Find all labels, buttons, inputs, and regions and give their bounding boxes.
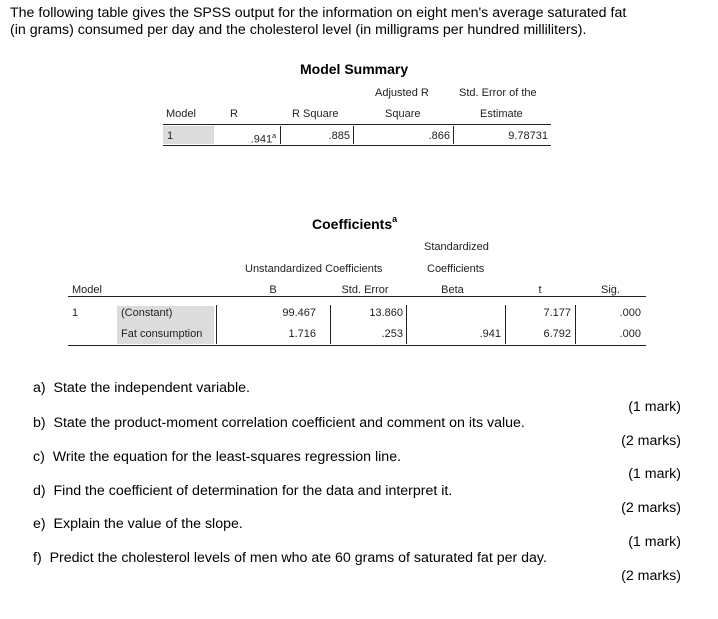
- coefficients-title: Coefficients$^a$: [312, 214, 398, 232]
- ms-row-model: 1: [167, 130, 174, 142]
- intro-line-1: The following table gives the SPSS output for the information on eight men's average saturated fat: [10, 5, 627, 21]
- ms-header-rule: [163, 124, 551, 125]
- coef-divider: [505, 305, 506, 344]
- coef-divider: [330, 305, 331, 344]
- coef-row-std-error: .253: [381, 328, 403, 340]
- coef-model-number: 1: [72, 307, 79, 319]
- coef-row-std-error: 13.860: [369, 307, 403, 319]
- coef-header-standardized-line1: Standardized: [424, 241, 489, 253]
- coef-row-t: 7.177: [543, 307, 571, 319]
- intro-line-2: (in grams) consumed per day and the cholesterol level (in milligrams per hundred milliliters).: [10, 22, 587, 38]
- ms-divider: [453, 126, 454, 144]
- ms-header-adj-r-square-line1: Adjusted R: [375, 87, 429, 99]
- coef-header-model: Model: [72, 284, 102, 296]
- coef-header-std-error: Std. Error: [341, 284, 389, 296]
- question-d: d) Find the coefficient of determination for the data and interpret it.: [33, 483, 453, 499]
- ms-divider: [353, 126, 354, 144]
- ms-row-r: .941$^a$: [250, 133, 276, 146]
- question-c: c) Write the equation for the least-squares regression line.: [33, 449, 402, 465]
- coef-row-t: 6.792: [543, 328, 571, 340]
- ms-header-adj-r-square-line2: Square: [385, 108, 421, 120]
- question-e: e) Explain the value of the slope.: [33, 516, 243, 532]
- coef-divider: [216, 305, 217, 344]
- coef-divider: [575, 305, 576, 344]
- coef-header-beta: Beta: [441, 284, 464, 296]
- marks-a: (1 mark): [628, 399, 681, 415]
- coef-row-beta: .941: [479, 328, 501, 340]
- ms-header-r: R: [230, 108, 238, 120]
- coef-header-t: t: [538, 284, 542, 296]
- coef-row-label: Fat consumption: [121, 328, 203, 340]
- ms-divider: [280, 126, 281, 144]
- coef-divider: [406, 305, 407, 344]
- ms-header-std-error-line2: Estimate: [480, 108, 523, 120]
- intro-paragraph: [10, 5, 710, 39]
- coef-header-standardized-line2: Coefficients: [427, 263, 485, 275]
- coef-row-b: 99.467: [282, 307, 316, 319]
- coef-header-sig: Sig.: [601, 284, 620, 296]
- ms-row-r-square: .885: [328, 130, 350, 142]
- coef-row-sig: .000: [619, 328, 641, 340]
- model-summary-title: Model Summary: [300, 61, 409, 77]
- marks-f: (2 marks): [621, 568, 681, 584]
- marks-b: (2 marks): [621, 433, 681, 449]
- question-a: a) State the independent variable.: [33, 380, 250, 396]
- question-b: b) State the product-moment correlation coefficient and comment on its value.: [33, 415, 525, 431]
- coef-row-b: 1.716: [288, 328, 316, 340]
- ms-row-std-error: 9.78731: [508, 130, 548, 142]
- coef-header-b: B: [269, 284, 277, 296]
- coef-bottom-rule: [68, 345, 646, 346]
- coef-row-label: (Constant): [121, 307, 173, 319]
- marks-e: (1 mark): [628, 534, 681, 550]
- coef-header-rule: [68, 296, 646, 297]
- marks-d: (2 marks): [621, 500, 681, 516]
- ms-header-r-square: R Square: [292, 108, 339, 120]
- coef-row-sig: .000: [619, 307, 641, 319]
- ms-header-model: Model: [166, 108, 196, 120]
- coef-header-unstandardized: Unstandardized Coefficients: [245, 263, 383, 275]
- ms-header-std-error-line1: Std. Error of the: [459, 87, 537, 99]
- ms-row-adj-r-square: .866: [428, 130, 450, 142]
- marks-c: (1 mark): [628, 466, 681, 482]
- question-f: f) Predict the cholesterol levels of men who ate 60 grams of saturated fat per day.: [33, 550, 547, 566]
- ms-bottom-rule: [163, 145, 551, 146]
